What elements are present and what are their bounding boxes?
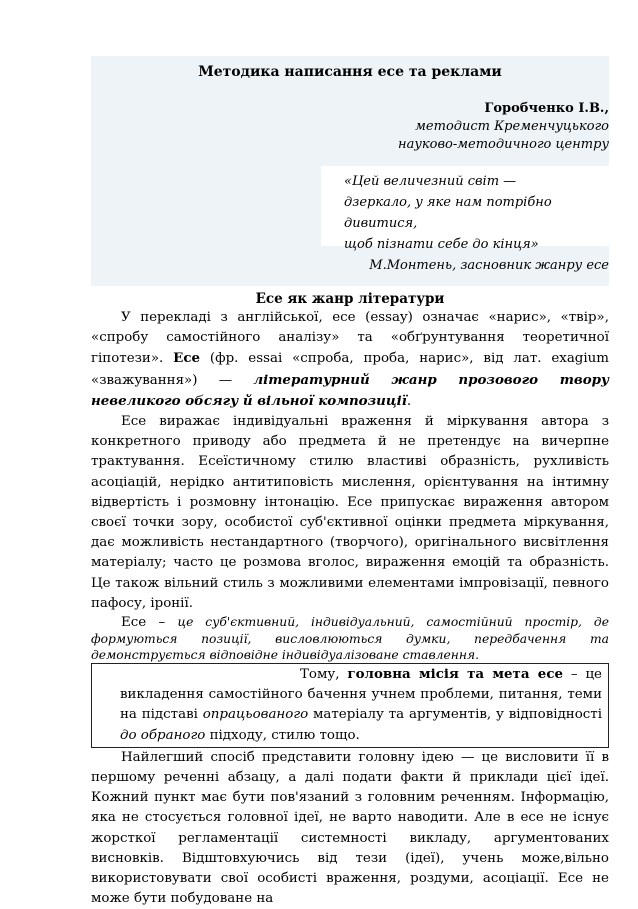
epigraph-line: щоб пізнати себе до кінця» — [344, 237, 539, 252]
author-position-2: науково-методичного центру — [398, 137, 609, 152]
text-run: У перекладі з англійської, есе (essay) означає «нарис», «твір», «спробу самостійного аналізу» та «обґрунтування теоретичної гіпотези». — [91, 310, 609, 367]
italic-run: до обраного — [120, 727, 206, 743]
author-name: Горобченко І.В., — [484, 101, 609, 116]
document-title: Методика написання есе та реклами — [198, 64, 502, 80]
epigraph — [344, 171, 609, 276]
italic-run: це суб'єктивний, індивідуальний, самостійний простір, де формуються позиції, висловлюються думки, передбачення та демонструється відповідне індивідуалізоване ставлення. — [91, 615, 609, 663]
text-run: матеріалу та аргументів, у відповідності — [308, 707, 602, 723]
epigraph-left-shade — [91, 166, 321, 246]
epigraph-line: дзеркало, у яке нам потрібно — [344, 195, 552, 210]
text-run: Тому, — [300, 667, 348, 683]
section-heading: Есе як жанр літератури — [255, 291, 445, 307]
highlight-box — [91, 663, 609, 748]
paragraph-3 — [91, 614, 609, 663]
text-run: (фр. essai «спроба, проба, нарис», від лат. exagium «зважування») — — [91, 351, 609, 388]
document-body — [91, 308, 609, 909]
epigraph-line: «Цей величезний світ — — [344, 174, 517, 189]
author-position-1: методист Кременчуцького — [415, 119, 609, 134]
text-run: Есе – — [121, 615, 178, 631]
paragraph-1 — [91, 308, 609, 412]
author-block — [398, 100, 609, 154]
text-run: . — [406, 393, 412, 409]
bold-term: Есе — [173, 350, 201, 367]
paragraph-2: Есе виражає індивідуальні враження й міркування автора з конкретного приводу або предмета й не претендує на вичерпне трактування. Есеїстичному стилю властиві образність, рухливість асоціацій, нерідко антитиповість мислення, орієнтування на інтимну відвертість і розмовну інтонацію. Есе припускає вираження автором своєї точки зору, особистої суб'єктивної оцінки предмета міркування, дає можливість нестандартного (творчого), оригінального висвітлення матеріалу; часто це розмова вголос, вираження емоцій та образність. Це також вільний стиль з можливими елементами імпровізації, певного пафосу, іронії. — [91, 414, 609, 611]
paragraph-5: Найлегший спосіб представити головну ідею — це висловити її в першому реченні абзацу, а далі подати факти й приклади цієї ідеї. Кожний пункт має бути пов'язаний з головним реченням. Інформацію, яка не стосується головної ідеї, не варто наводити. Але в есе не існує жорсткої регламентації системності викладу, аргументованих висновків. Відштовхуючись від тези (ідеї), учень може,вільно використовувати свої особисті враження, роздуми, асоціації. Есе не може бути побудоване на — [91, 749, 609, 907]
epigraph-line: дивитися, — [344, 216, 418, 231]
bold-run: головна місія та мета есе — [347, 666, 563, 683]
epigraph-signature: М.Монтень, засновник жанру есе — [369, 258, 609, 273]
text-run: – це викладення самостійного бачення учнем проблеми, питання, теми на підставі — [120, 667, 602, 723]
definition-emphasis: літературний жанр прозового твору невеликого обсягу й вільної композиції — [91, 371, 610, 409]
text-run: підходу, стилю тощо. — [205, 727, 360, 743]
italic-run: опрацьованого — [202, 707, 309, 723]
